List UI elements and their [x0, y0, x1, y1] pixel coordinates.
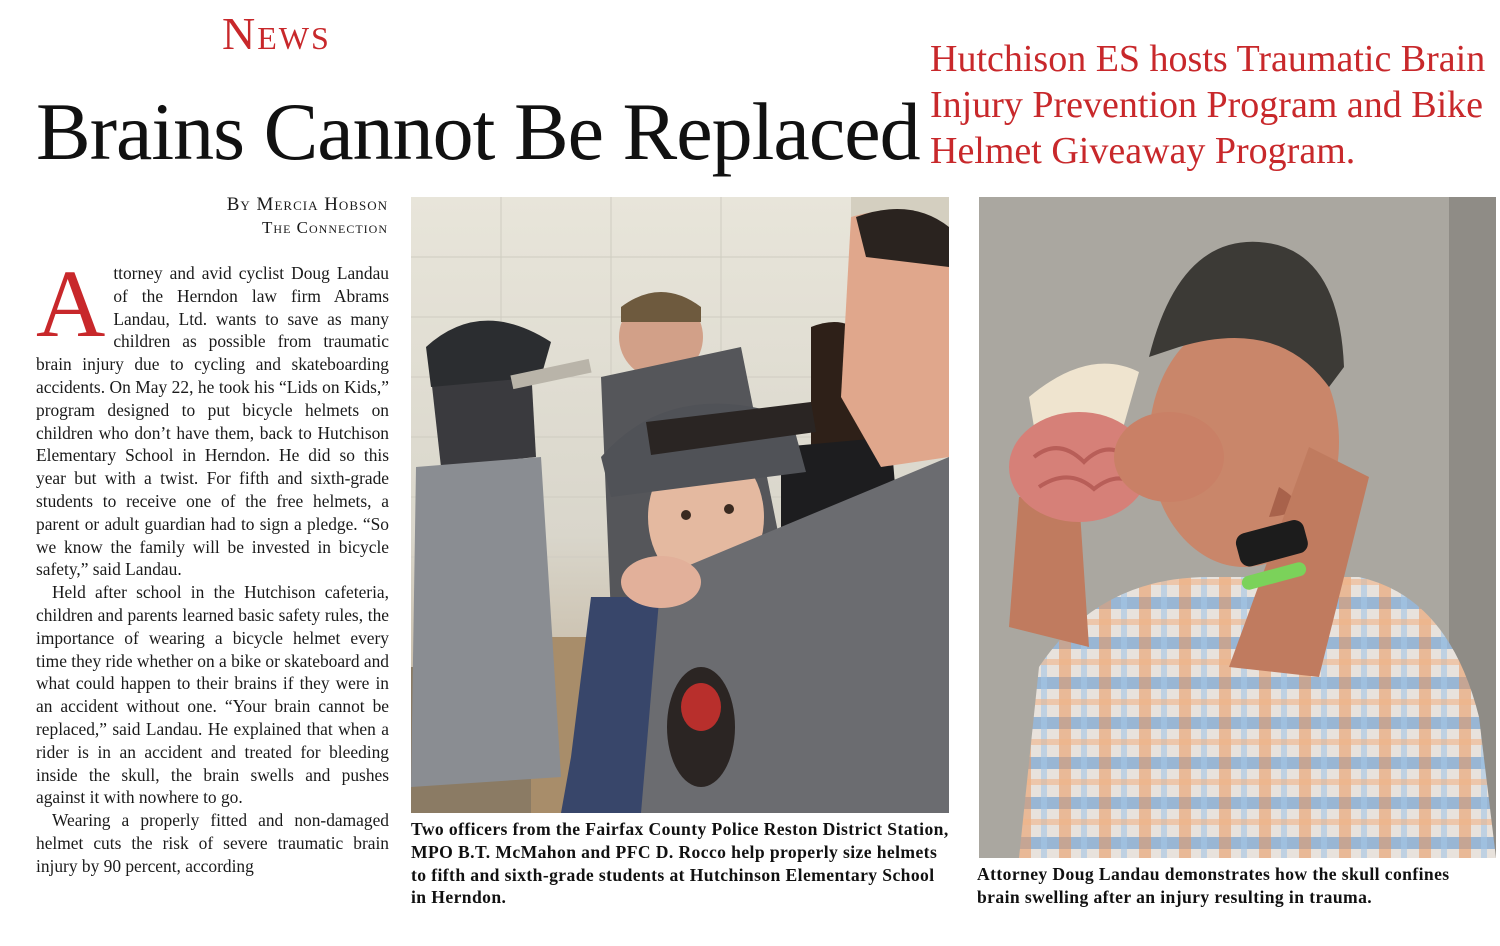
deck [930, 36, 1500, 174]
photo-caption: Two officers from the Fairfax County Police Reston District Station, MPO B.T. McMahon and PFC D. Rocco help properly size helmets to fifth and sixth-grade students at Hutchinson Elementary School in Herndon. [411, 819, 949, 908]
article-body [36, 262, 389, 946]
photo-officers-fitting-helmet [411, 197, 949, 813]
deck-line: Injury Prevention Program and Bike [930, 84, 1484, 126]
photo-attorney-illustration [979, 197, 1496, 858]
article-paragraph: Held after school in the Hutchison cafeteria, children and parents learned basic safety rules, the importance of wearing a bicycle helmet every time they ride whether on a bike or skateboard and what could happen to their brains if they were in an accident without one. “Your brain cannot be replaced,” said Landau. He explained that when a rider is in an accident and treated for bleeding inside the skull, the brain swells and pushes against it with nowhere to go. [36, 582, 389, 808]
byline [36, 193, 388, 239]
deck-line: Hutchison ES hosts Traumatic Brain [930, 38, 1486, 80]
article-paragraph [36, 262, 389, 581]
photo-caption: Attorney Doug Landau demonstrates how the skull confines brain swelling after an injury resulting in trauma. [977, 864, 1450, 907]
deck-line: Helmet Giveaway Program. [930, 130, 1356, 172]
photo-attorney-brain-model [979, 197, 1496, 858]
byline-author: By Mercia Hobson [226, 194, 388, 215]
article-paragraph-text: ttorney and avid cyclist Doug Landau of the Herndon law firm Abrams Landau, Ltd. wants to save as many children as possible from traumatic brain injury due to cycling and skateboarding accidents. On May 22, he took his “Lids on Kids,” program designed to put bicycle helmets on children who don’t have them, back to Hutchison Elementary School in Herndon. He did so this year but with a twist. For fifth and sixth-grade students to receive one of the free helmets, a parent or adult guardian had to sign a pledge. “So we know the family will be invested in bicycle safety,” said Landau. [36, 263, 389, 580]
section-label: News [222, 8, 331, 59]
byline-organization: The Connection [262, 218, 388, 237]
drop-cap: A [36, 262, 106, 357]
headline: Brains Cannot Be Replaced [36, 86, 920, 177]
photo-officers-illustration [411, 197, 949, 813]
article-paragraph: Wearing a properly fitted and non-damaged helmet cuts the risk of severe traumatic brain injury by 90 percent, according [36, 810, 389, 876]
